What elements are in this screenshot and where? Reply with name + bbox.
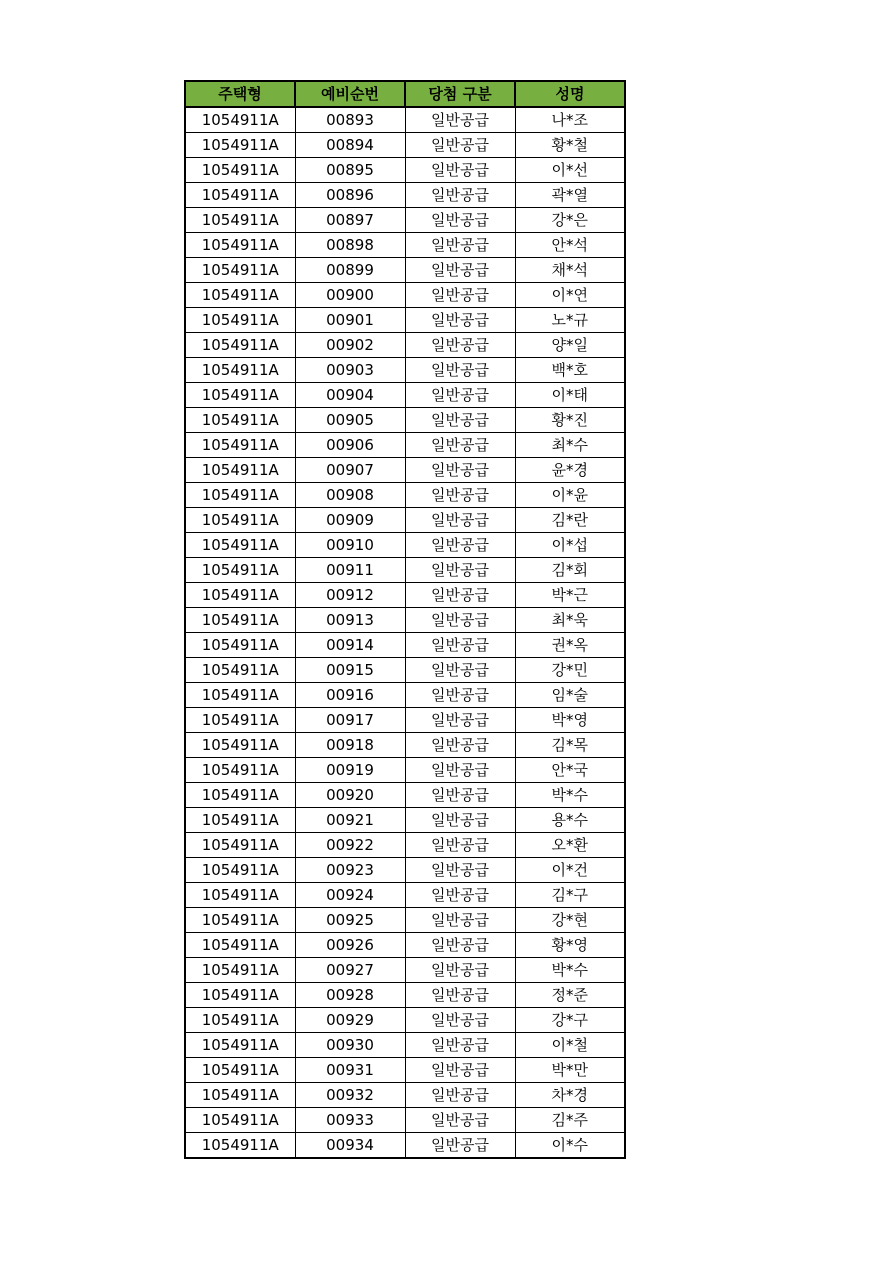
cell-reserve-number: 00910: [295, 533, 405, 558]
cell-name: 김*란: [515, 508, 625, 533]
cell-name: 김*회: [515, 558, 625, 583]
cell-winning-category: 일반공급: [405, 558, 515, 583]
cell-name: 김*구: [515, 883, 625, 908]
cell-housing-type: 1054911A: [185, 458, 295, 483]
cell-housing-type: 1054911A: [185, 708, 295, 733]
table-row: [185, 183, 625, 208]
table-row: [185, 408, 625, 433]
cell-reserve-number: 00931: [295, 1058, 405, 1083]
cell-reserve-number: 00899: [295, 258, 405, 283]
cell-winning-category: 일반공급: [405, 408, 515, 433]
cell-name: 박*만: [515, 1058, 625, 1083]
cell-winning-category: 일반공급: [405, 333, 515, 358]
cell-reserve-number: 00893: [295, 107, 405, 133]
cell-name: 노*규: [515, 308, 625, 333]
cell-winning-category: 일반공급: [405, 233, 515, 258]
cell-housing-type: 1054911A: [185, 1108, 295, 1133]
table-row: [185, 683, 625, 708]
cell-winning-category: 일반공급: [405, 283, 515, 308]
cell-winning-category: 일반공급: [405, 733, 515, 758]
table-row: [185, 483, 625, 508]
cell-winning-category: 일반공급: [405, 158, 515, 183]
table-row: [185, 283, 625, 308]
cell-name: 권*옥: [515, 633, 625, 658]
cell-name: 김*목: [515, 733, 625, 758]
cell-housing-type: 1054911A: [185, 733, 295, 758]
cell-winning-category: 일반공급: [405, 208, 515, 233]
cell-reserve-number: 00909: [295, 508, 405, 533]
cell-housing-type: 1054911A: [185, 433, 295, 458]
cell-reserve-number: 00896: [295, 183, 405, 208]
cell-name: 나*조: [515, 107, 625, 133]
cell-winning-category: 일반공급: [405, 783, 515, 808]
cell-housing-type: 1054911A: [185, 1008, 295, 1033]
cell-name: 이*태: [515, 383, 625, 408]
table-row: [185, 1033, 625, 1058]
cell-name: 황*진: [515, 408, 625, 433]
table-row: [185, 558, 625, 583]
cell-reserve-number: 00900: [295, 283, 405, 308]
cell-name: 박*영: [515, 708, 625, 733]
cell-winning-category: 일반공급: [405, 708, 515, 733]
cell-name: 안*석: [515, 233, 625, 258]
cell-reserve-number: 00915: [295, 658, 405, 683]
cell-winning-category: 일반공급: [405, 258, 515, 283]
cell-reserve-number: 00925: [295, 908, 405, 933]
cell-name: 강*민: [515, 658, 625, 683]
table-row: [185, 508, 625, 533]
cell-reserve-number: 00916: [295, 683, 405, 708]
table-row: [185, 908, 625, 933]
cell-housing-type: 1054911A: [185, 983, 295, 1008]
cell-housing-type: 1054911A: [185, 1083, 295, 1108]
cell-name: 백*호: [515, 358, 625, 383]
table-row: [185, 883, 625, 908]
cell-housing-type: 1054911A: [185, 783, 295, 808]
cell-name: 박*수: [515, 958, 625, 983]
table-row: [185, 608, 625, 633]
table-row: [185, 583, 625, 608]
table-row: [185, 958, 625, 983]
cell-name: 오*환: [515, 833, 625, 858]
cell-name: 정*준: [515, 983, 625, 1008]
cell-winning-category: 일반공급: [405, 758, 515, 783]
table-row: [185, 383, 625, 408]
cell-housing-type: 1054911A: [185, 633, 295, 658]
cell-housing-type: 1054911A: [185, 658, 295, 683]
cell-name: 박*수: [515, 783, 625, 808]
cell-reserve-number: 00928: [295, 983, 405, 1008]
header-housing-type: 주택형: [185, 81, 295, 107]
cell-winning-category: 일반공급: [405, 933, 515, 958]
cell-winning-category: 일반공급: [405, 533, 515, 558]
cell-reserve-number: 00924: [295, 883, 405, 908]
cell-name: 황*영: [515, 933, 625, 958]
cell-housing-type: 1054911A: [185, 483, 295, 508]
cell-reserve-number: 00923: [295, 858, 405, 883]
cell-housing-type: 1054911A: [185, 533, 295, 558]
cell-name: 강*현: [515, 908, 625, 933]
table-row: [185, 208, 625, 233]
cell-reserve-number: 00922: [295, 833, 405, 858]
table-row: [185, 708, 625, 733]
cell-winning-category: 일반공급: [405, 958, 515, 983]
table-row: [185, 433, 625, 458]
table-header: [185, 81, 625, 107]
cell-winning-category: 일반공급: [405, 683, 515, 708]
cell-housing-type: 1054911A: [185, 1133, 295, 1159]
header-row: [185, 81, 625, 107]
cell-reserve-number: 00933: [295, 1108, 405, 1133]
table-body: [185, 107, 625, 1158]
cell-name: 이*철: [515, 1033, 625, 1058]
cell-housing-type: 1054911A: [185, 158, 295, 183]
table-row: [185, 358, 625, 383]
cell-reserve-number: 00927: [295, 958, 405, 983]
cell-reserve-number: 00898: [295, 233, 405, 258]
table-row: [185, 107, 625, 133]
cell-winning-category: 일반공급: [405, 433, 515, 458]
table-row: [185, 858, 625, 883]
cell-winning-category: 일반공급: [405, 608, 515, 633]
table-row: [185, 1133, 625, 1159]
winners-list-sheet: [184, 80, 626, 1159]
cell-winning-category: 일반공급: [405, 1108, 515, 1133]
header-reserve-number: 예비순번: [295, 81, 405, 107]
cell-reserve-number: 00930: [295, 1033, 405, 1058]
cell-reserve-number: 00929: [295, 1008, 405, 1033]
cell-name: 박*근: [515, 583, 625, 608]
cell-housing-type: 1054911A: [185, 283, 295, 308]
cell-reserve-number: 00934: [295, 1133, 405, 1159]
cell-name: 안*국: [515, 758, 625, 783]
table-row: [185, 233, 625, 258]
cell-winning-category: 일반공급: [405, 107, 515, 133]
cell-housing-type: 1054911A: [185, 833, 295, 858]
cell-name: 이*수: [515, 1133, 625, 1159]
cell-winning-category: 일반공급: [405, 508, 515, 533]
cell-reserve-number: 00918: [295, 733, 405, 758]
cell-winning-category: 일반공급: [405, 833, 515, 858]
cell-housing-type: 1054911A: [185, 583, 295, 608]
cell-name: 곽*열: [515, 183, 625, 208]
table-row: [185, 983, 625, 1008]
cell-name: 최*욱: [515, 608, 625, 633]
cell-winning-category: 일반공급: [405, 858, 515, 883]
header-name: 성명: [515, 81, 625, 107]
table-row: [185, 158, 625, 183]
cell-winning-category: 일반공급: [405, 983, 515, 1008]
table-row: [185, 783, 625, 808]
table-row: [185, 808, 625, 833]
cell-winning-category: 일반공급: [405, 583, 515, 608]
cell-reserve-number: 00905: [295, 408, 405, 433]
cell-reserve-number: 00926: [295, 933, 405, 958]
cell-winning-category: 일반공급: [405, 1008, 515, 1033]
table-row: [185, 1058, 625, 1083]
cell-reserve-number: 00901: [295, 308, 405, 333]
cell-reserve-number: 00921: [295, 808, 405, 833]
table-row: [185, 933, 625, 958]
cell-winning-category: 일반공급: [405, 908, 515, 933]
cell-housing-type: 1054911A: [185, 558, 295, 583]
cell-name: 김*주: [515, 1108, 625, 1133]
cell-winning-category: 일반공급: [405, 308, 515, 333]
cell-name: 이*연: [515, 283, 625, 308]
cell-reserve-number: 00907: [295, 458, 405, 483]
table-row: [185, 833, 625, 858]
cell-name: 용*수: [515, 808, 625, 833]
cell-housing-type: 1054911A: [185, 808, 295, 833]
cell-reserve-number: 00919: [295, 758, 405, 783]
table-row: [185, 533, 625, 558]
cell-winning-category: 일반공급: [405, 1133, 515, 1159]
table-row: [185, 458, 625, 483]
table-row: [185, 1083, 625, 1108]
table-row: [185, 333, 625, 358]
cell-housing-type: 1054911A: [185, 333, 295, 358]
cell-reserve-number: 00912: [295, 583, 405, 608]
cell-name: 이*건: [515, 858, 625, 883]
table-row: [185, 758, 625, 783]
table-row: [185, 733, 625, 758]
cell-name: 강*은: [515, 208, 625, 233]
cell-housing-type: 1054911A: [185, 933, 295, 958]
table-row: [185, 308, 625, 333]
cell-housing-type: 1054911A: [185, 258, 295, 283]
cell-name: 이*섭: [515, 533, 625, 558]
cell-winning-category: 일반공급: [405, 1058, 515, 1083]
cell-winning-category: 일반공급: [405, 658, 515, 683]
cell-housing-type: 1054911A: [185, 183, 295, 208]
cell-housing-type: 1054911A: [185, 958, 295, 983]
cell-housing-type: 1054911A: [185, 883, 295, 908]
cell-winning-category: 일반공급: [405, 483, 515, 508]
cell-name: 최*수: [515, 433, 625, 458]
cell-reserve-number: 00914: [295, 633, 405, 658]
cell-reserve-number: 00908: [295, 483, 405, 508]
cell-reserve-number: 00920: [295, 783, 405, 808]
cell-winning-category: 일반공급: [405, 1033, 515, 1058]
cell-winning-category: 일반공급: [405, 1083, 515, 1108]
cell-housing-type: 1054911A: [185, 683, 295, 708]
cell-winning-category: 일반공급: [405, 633, 515, 658]
cell-housing-type: 1054911A: [185, 608, 295, 633]
cell-reserve-number: 00897: [295, 208, 405, 233]
cell-housing-type: 1054911A: [185, 233, 295, 258]
cell-reserve-number: 00932: [295, 1083, 405, 1108]
table-row: [185, 1008, 625, 1033]
cell-reserve-number: 00903: [295, 358, 405, 383]
table-row: [185, 133, 625, 158]
cell-name: 황*철: [515, 133, 625, 158]
cell-winning-category: 일반공급: [405, 808, 515, 833]
cell-housing-type: 1054911A: [185, 133, 295, 158]
cell-reserve-number: 00917: [295, 708, 405, 733]
cell-winning-category: 일반공급: [405, 383, 515, 408]
cell-name: 차*경: [515, 1083, 625, 1108]
cell-housing-type: 1054911A: [185, 358, 295, 383]
table-row: [185, 633, 625, 658]
cell-housing-type: 1054911A: [185, 508, 295, 533]
cell-housing-type: 1054911A: [185, 1058, 295, 1083]
cell-name: 임*술: [515, 683, 625, 708]
cell-housing-type: 1054911A: [185, 408, 295, 433]
cell-name: 양*일: [515, 333, 625, 358]
winners-table: [184, 80, 626, 1159]
cell-reserve-number: 00913: [295, 608, 405, 633]
cell-housing-type: 1054911A: [185, 908, 295, 933]
cell-housing-type: 1054911A: [185, 208, 295, 233]
cell-housing-type: 1054911A: [185, 308, 295, 333]
cell-reserve-number: 00895: [295, 158, 405, 183]
cell-name: 이*윤: [515, 483, 625, 508]
cell-housing-type: 1054911A: [185, 107, 295, 133]
cell-name: 강*구: [515, 1008, 625, 1033]
table-row: [185, 658, 625, 683]
cell-winning-category: 일반공급: [405, 358, 515, 383]
cell-reserve-number: 00902: [295, 333, 405, 358]
cell-winning-category: 일반공급: [405, 133, 515, 158]
cell-reserve-number: 00894: [295, 133, 405, 158]
cell-winning-category: 일반공급: [405, 458, 515, 483]
cell-name: 이*선: [515, 158, 625, 183]
cell-housing-type: 1054911A: [185, 383, 295, 408]
cell-winning-category: 일반공급: [405, 883, 515, 908]
cell-housing-type: 1054911A: [185, 858, 295, 883]
cell-reserve-number: 00906: [295, 433, 405, 458]
header-winning-category: 당첨 구분: [405, 81, 515, 107]
cell-name: 채*석: [515, 258, 625, 283]
cell-reserve-number: 00911: [295, 558, 405, 583]
cell-housing-type: 1054911A: [185, 1033, 295, 1058]
cell-name: 윤*경: [515, 458, 625, 483]
table-row: [185, 258, 625, 283]
cell-housing-type: 1054911A: [185, 758, 295, 783]
table-row: [185, 1108, 625, 1133]
cell-reserve-number: 00904: [295, 383, 405, 408]
cell-winning-category: 일반공급: [405, 183, 515, 208]
